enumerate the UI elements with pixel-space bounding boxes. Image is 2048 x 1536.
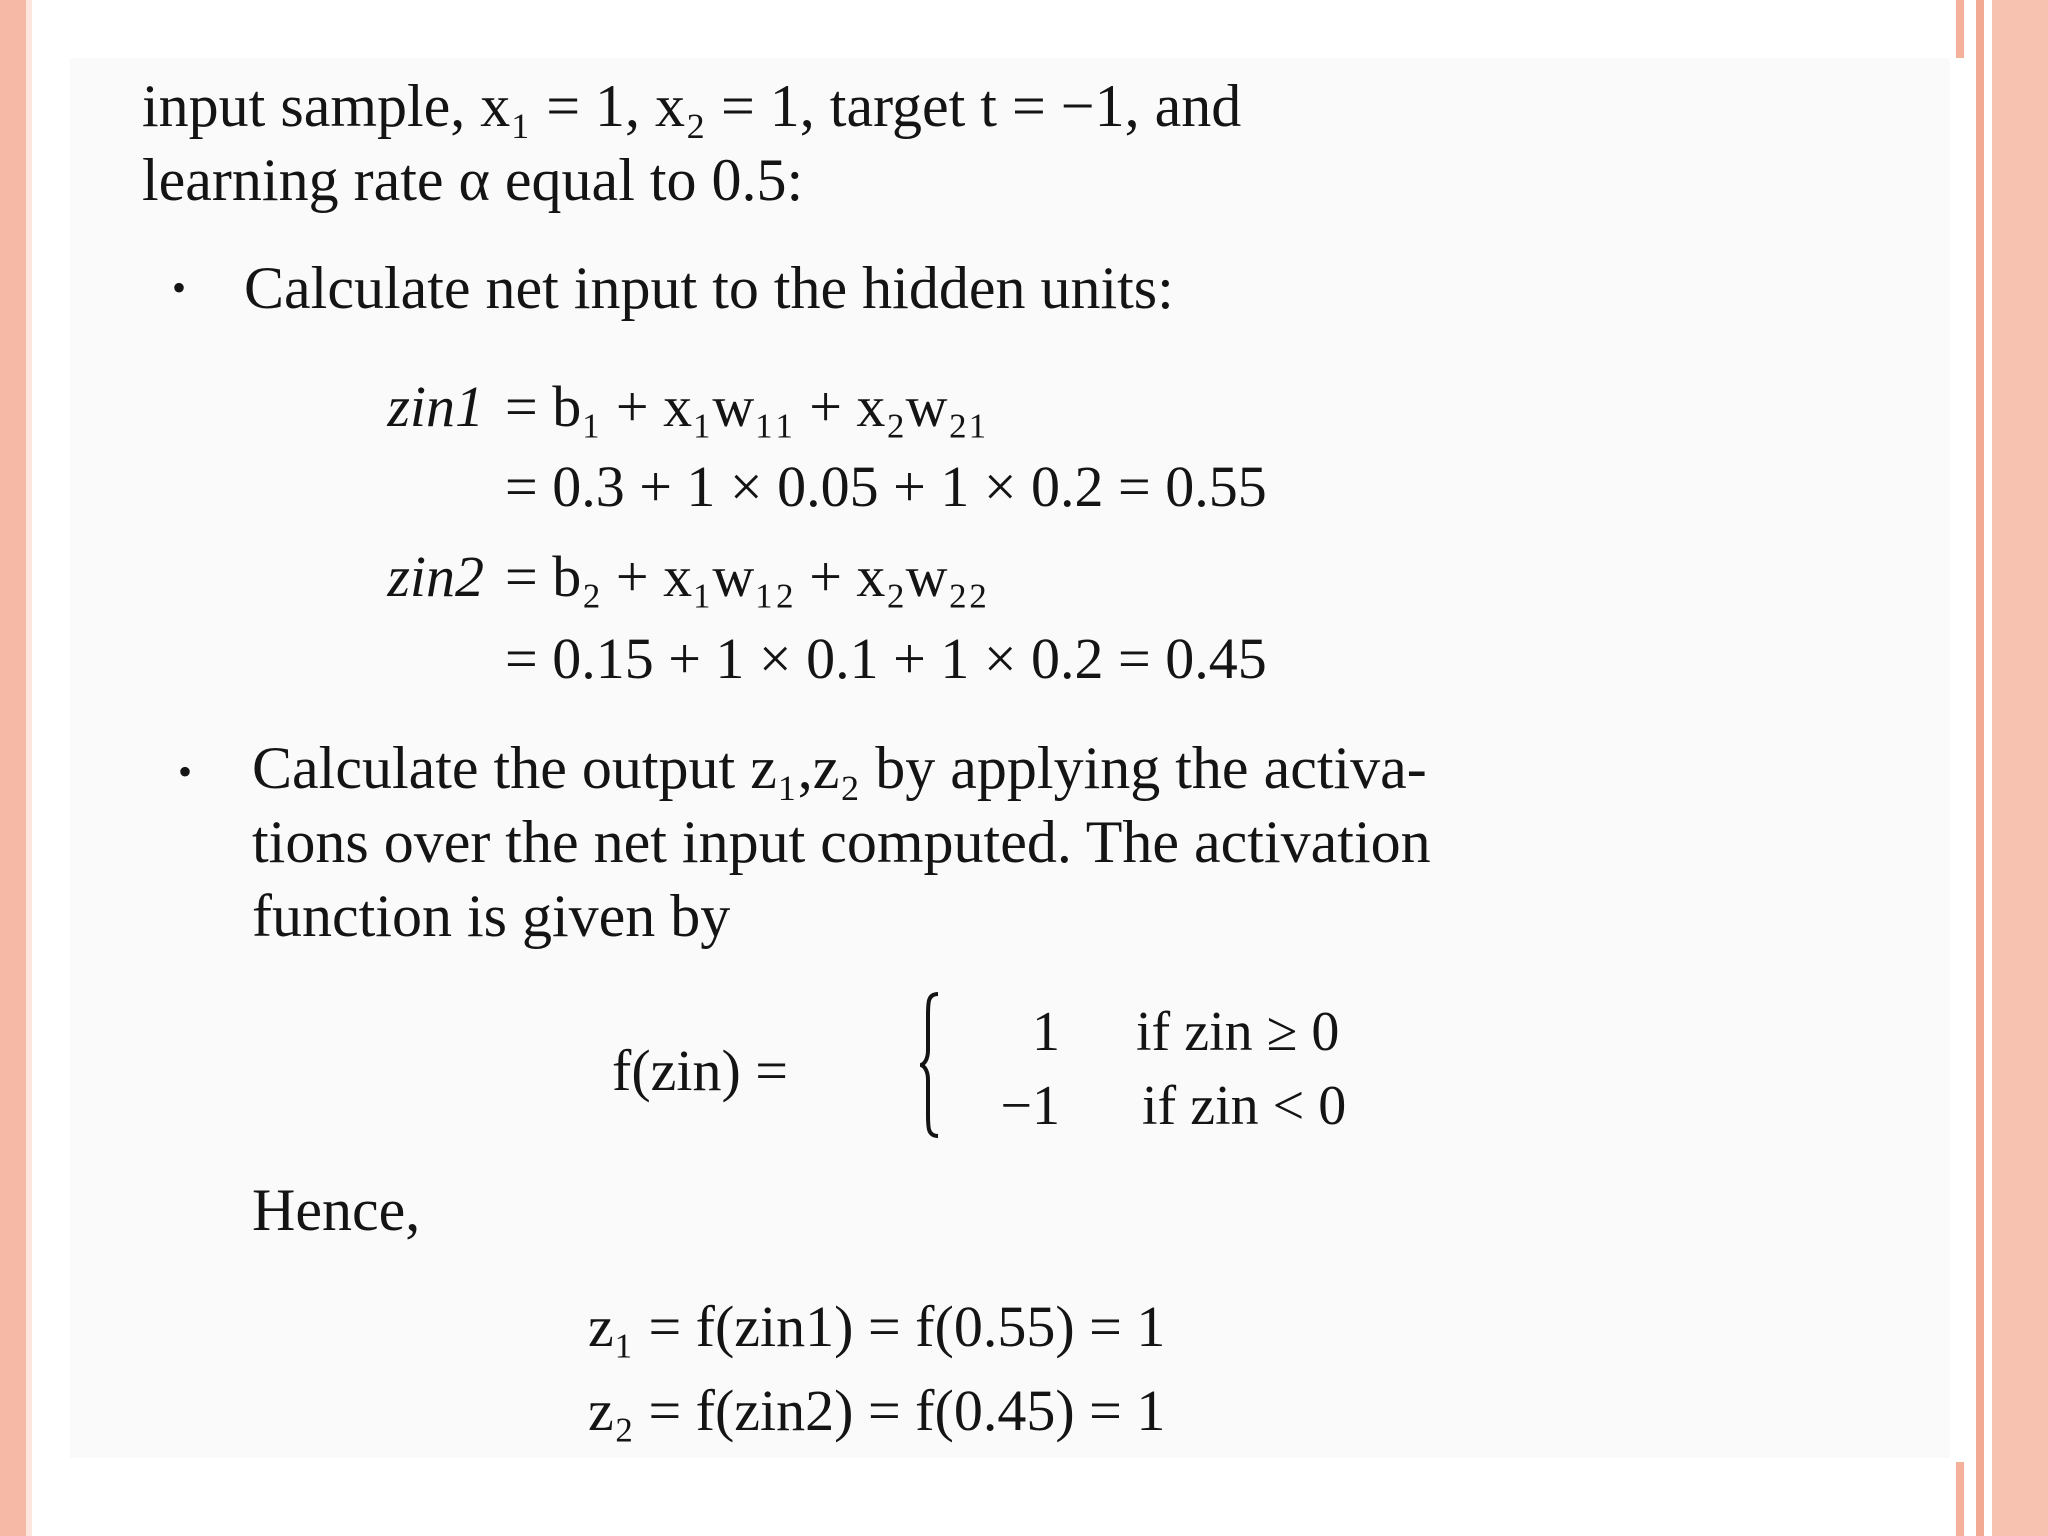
slide-left-border: [0, 0, 26, 1536]
bullet-1-text: Calculate net input to the hidden units:: [244, 255, 1174, 321]
bullet-2-line-1: Calculate the output z₁,z₂ by applying the activa-: [252, 735, 1427, 801]
case-2-value: −1: [1000, 1075, 1060, 1137]
bullet-marker-1: •: [172, 265, 187, 310]
bullet-2-line-3: function is given by: [252, 883, 731, 949]
output-z1: z₁ = f(zin1) = f(0.55) = 1: [588, 1294, 1166, 1359]
zin1-lhs: zin1: [387, 374, 484, 439]
slide-right-border-gap: [1984, 0, 1992, 1536]
hence-label: Hence,: [252, 1177, 421, 1243]
slide-left-border-inner: [26, 0, 32, 1536]
bullet-marker-2: •: [178, 749, 193, 794]
bullet-2-line-2: tions over the net input computed. The activation: [252, 809, 1431, 875]
zin1-formula: = b₁ + x₁w₁₁ + x₂w₂₁: [505, 374, 988, 439]
zin2-value: = 0.15 + 1 × 0.1 + 1 × 0.2 = 0.45: [505, 626, 1267, 691]
slide-top-tick: [1956, 0, 1964, 58]
zin2-formula: = b₂ + x₁w₁₂ + x₂w₂₂: [505, 544, 988, 609]
zin2-lhs: zin2: [387, 544, 484, 609]
case-1-condition: if zin ≥ 0: [1136, 1001, 1340, 1063]
activation-lhs: f(zin) =: [612, 1038, 789, 1103]
zin1-value: = 0.3 + 1 × 0.05 + 1 × 0.2 = 0.55: [505, 454, 1267, 519]
slide-right-border-line: [1976, 0, 1984, 1536]
case-1-value: 1: [1032, 1001, 1060, 1063]
intro-line-1: input sample, x₁ = 1, x₂ = 1, target t = −1, and: [142, 73, 1242, 139]
slide-right-border: [1992, 0, 2048, 1536]
case-2-condition: if zin < 0: [1142, 1075, 1347, 1137]
left-brace: [920, 992, 940, 1138]
slide-bottom-tick: [1956, 1462, 1964, 1536]
intro-line-2: learning rate α equal to 0.5:: [142, 147, 804, 213]
output-z2: z₂ = f(zin2) = f(0.45) = 1: [588, 1378, 1166, 1443]
